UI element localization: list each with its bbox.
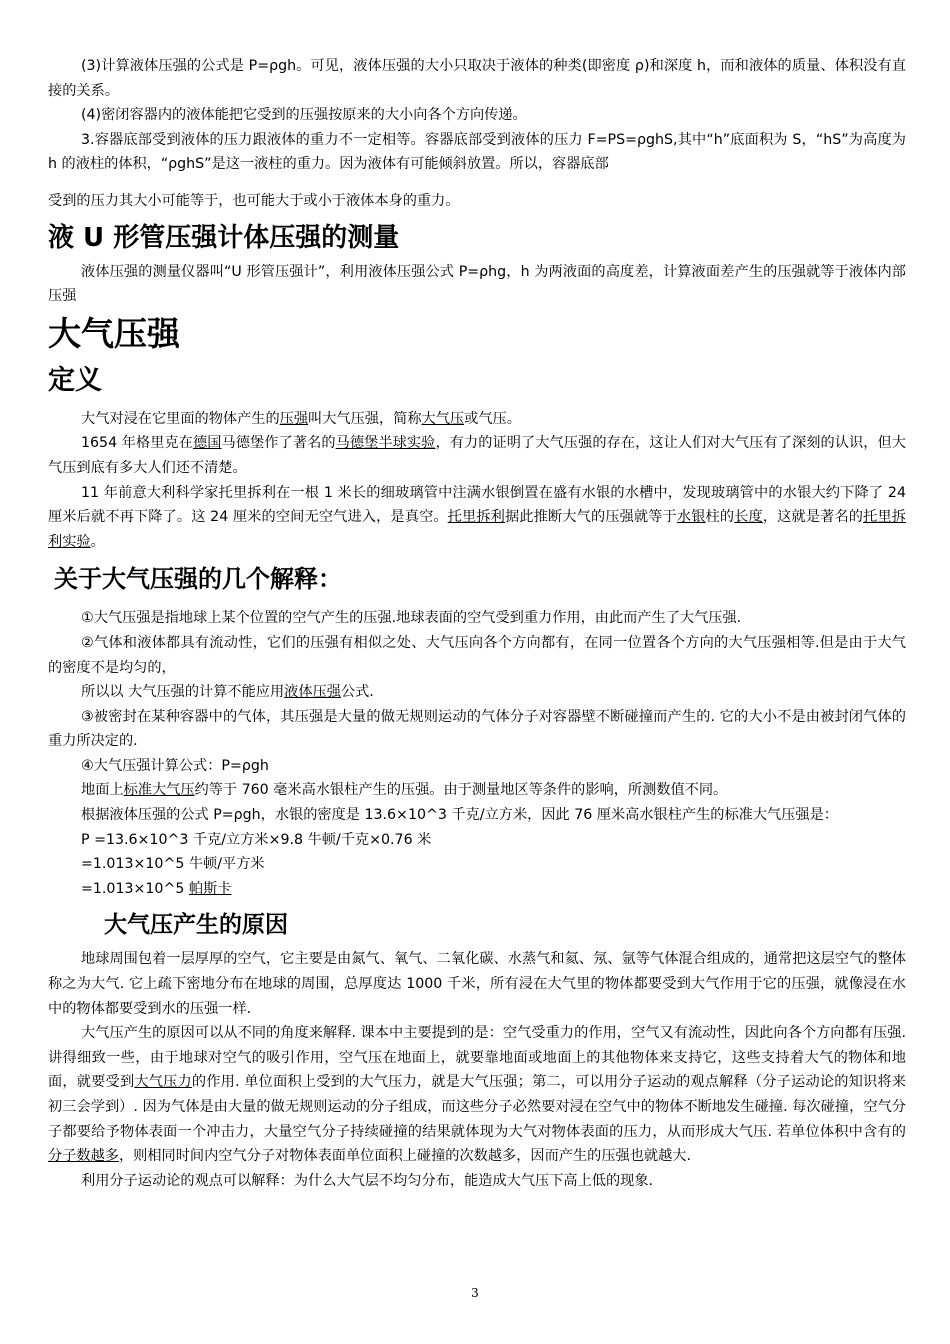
paragraph-standard-pressure: 地面上标准大气压约等于 760 毫米高水银柱产生的压强。由于测量地区等条件的影响，所测数值不同。 (81, 782, 728, 799)
formula-line-3: =1.013×10^5 帕斯卡 (81, 880, 232, 897)
paragraph-explain-2-cont: 所以以 大气压强的计算不能应用液体压强公式. (81, 684, 374, 701)
paragraph-pascal: (4)密闭容器内的液体能把它受到的压强按原来的大小向各个方向传递。 (81, 107, 527, 124)
page-number: 3 (471, 1286, 479, 1300)
link-torricelli-experiment[interactable]: 托里拆利实验 (48, 509, 906, 550)
link-pascal[interactable]: 帕斯卡 (188, 880, 232, 897)
paragraph-explain-2: ②气体和液体都具有流动性，它们的压强有相似之处、大气压向各个方向都有，在同一位置各个方向的大气压强相等.但是由于大气的密度不是均匀的， (48, 634, 906, 676)
paragraph-calc-intro: 根据液体压强的公式 P=ρgh，水银的密度是 13.6×10^3 千克/立方米，因此 76 厘米高水银柱产生的标准大气压强是： (81, 807, 838, 824)
paragraph-utube: 液体压强的测量仪器叫“U 形管压强计”，利用液体压强公式 P=ρhg，h 为两液面的高度差，计算液面差产生的压强就等于液体内部压强 (48, 263, 906, 305)
link-length[interactable]: 长度 (734, 509, 763, 526)
heading-atmospheric-pressure: 大气压强 (48, 313, 180, 353)
paragraph-torricelli: 11 年前意大利科学家托里拆利在一根 1 米长的细玻璃管中注满水银倒置在盛有水银的水槽中，发现玻璃管中的水银大约下降了 24 厘米后就不再下降了。这 24 厘米的空间无空气进入，是真空。托里拆利据此推断大气的压强就等于水银柱的长度，这就是著名的托里拆利实验。 (48, 484, 906, 550)
paragraph-definition: 大气对浸在它里面的物体产生的压强叫大气压强，简称大气压或气压。 (81, 410, 521, 427)
heading-definition: 定义 (48, 364, 102, 396)
paragraph-explain-4: ④大气压强计算公式：P=ρgh (81, 757, 269, 774)
heading-explanations: 关于大气压强的几个解释： (54, 565, 342, 594)
link-torricelli[interactable]: 托里拆利 (447, 509, 506, 526)
link-standard-atmosphere[interactable]: 标准大气压 (123, 782, 195, 799)
link-atmospheric-force[interactable]: 大气压力 (134, 1074, 192, 1091)
link-pressure[interactable]: 压强 (279, 410, 309, 427)
link-germany[interactable]: 德国 (193, 435, 222, 452)
link-magdeburg-hemispheres[interactable]: 马德堡半球实验 (335, 435, 436, 452)
link-molecule-count[interactable]: 分子数越多 (48, 1148, 119, 1165)
formula-line-1: P =13.6×10^3 千克/立方米×9.8 牛顿/千克×0.76 米 (81, 831, 432, 848)
link-mercury[interactable]: 水银 (676, 509, 706, 526)
paragraph-container-bottom: 3.容器底部受到液体的压力跟液体的重力不一定相等。容器底部受到液体的压力 F=PS=ρghS,其中“h”底面积为 S，“hS”为高度为 h 的液柱的体积，“ρghS”是这一液柱的重力。因为液体有可能倾斜放置。所以，容器底部 (48, 131, 906, 173)
paragraph-explain-1: ①大气压强是指地球上某个位置的空气产生的压强.地球表面的空气受到重力作用，由此而产生了大气压强. (81, 610, 742, 627)
formula-line-2: =1.013×10^5 牛顿/平方米 (81, 856, 265, 873)
link-liquid-pressure[interactable]: 液体压强 (284, 684, 341, 701)
paragraph-container-bottom-cont: 受到的压力其大小可能等于，也可能大于或小于液体本身的重力。 (48, 192, 460, 209)
heading-cause: 大气压产生的原因 (104, 912, 288, 939)
paragraph-cause-3: 利用分子运动论的观点可以解释：为什么大气层不均匀分布，能造成大气压下高上低的现象. (81, 1172, 654, 1189)
paragraph-explain-3: ③被密封在某种容器中的气体，其压强是大量的做无规则运动的气体分子对容器壁不断碰撞而产生的. 它的大小不是由被封闭气体的重力所决定的. (48, 708, 906, 750)
paragraph-cause-2: 大气压产生的原因可以从不同的角度来解释. 课本中主要提到的是：空气受重力的作用，空气又有流动性，因此向各个方向都有压强. 讲得细致一些，由于地球对空气的吸引作用，空气压在地面上，就要靠地面或地面上的其他物体来支持它，这些支持着大气的物体和地面，就要受到大气压力的作用. 单位面积上受到的大气压力，就是大气压强；第二，可以用分子运动的观点解释（分子运动论的知识将来初三会学到）. 因为气体是由大量的做无规则运动的分子组成，而这些分子必然要对浸在空气中的物体不断地发生碰撞. 每次碰撞，空气分子都要给予物体表面一个冲击力，大量空气分子持续碰撞的结果就体现为大气对物体表面的压力，从而形成大气压. 若单位体积中含有的分子数越多，则相同时间内空气分子对物体表面单位面积上碰撞的次数越多，因而产生的压强也就越大. (48, 1025, 906, 1165)
heading-utube: 液 U 形管压强计体压强的测量 (48, 222, 400, 253)
paragraph-cause-1: 地球周围包着一层厚厚的空气，它主要是由氮气、氧气、二氧化碳、水蒸气和氦、氖、氩等气体混合组成的，通常把这层空气的整体称之为大气. 它上疏下密地分布在地球的周围，总厚度达 1000 千米，所有浸在大气里的物体都要受到大气作用于它的压强，就像浸在水中的物体都要受到水的压强一样. (48, 951, 906, 1017)
document-page (48, 54, 906, 1193)
paragraph-magdeburg: 1654 年格里克在德国马德堡作了著名的马德堡半球实验，有力的证明了大气压强的存在，这让人们对大气压有了深刻的认识，但大气压到底有多大人们还不清楚。 (48, 435, 906, 476)
link-atmospheric-pressure[interactable]: 大气压 (421, 410, 465, 427)
paragraph-formula: (3)计算液体压强的公式是 P=ρgh。可见，液体压强的大小只取决于液体的种类(即密度 ρ)和深度 h，而和液体的质量、体积没有直接的关系。 (48, 58, 906, 99)
